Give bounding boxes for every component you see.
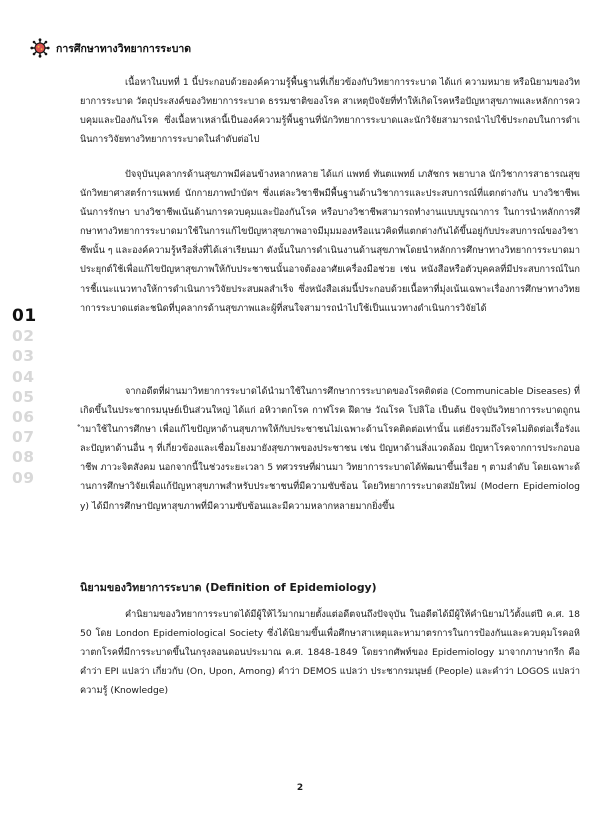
chapter-index [12, 306, 42, 488]
page-header [30, 38, 191, 58]
page-number: 2 [296, 783, 304, 793]
body-paragraph: จากอดีตที่ผ่านมาวิทยาการระบาดได้นำมาใช้ในการศึกษาการระบาดของโรคติดต่อ (Communicable Diseases) ที่เกิดขึ้นในประชากรมนุษย์เป็นส่วนใหญ่ ได้แก่ อหิวาตกโรค กาฬโรค ฝีดาษ วัณโรค โปลิโอ เป็นต้น ปัจจุบันวิทยาการระบาดถูกนำมาใช้ในการศึกษา เพื่อแก้ไขปัญหาด้านสุขภาพให้กับประชาชนไม่เฉพาะด้านโรคติดต่อเท่านั้น แต่ยังรวมถึงโรคไม่ติดต่อเรื้อรังและปัญหาด้านอื่น ๆ ที่เกี่ยวข้องและเชื่อมโยงมายังสุขภาพของประชาชน เช่น ปัญหาด้านสิ่งแวดล้อม ปัญหาโรคจากการประกอบอาชีพ ภาวะจิตสังคม นอกจากนี้ในช่วงระยะเวลา 5 ทศวรรษที่ผ่านมา วิทยาการระบาดได้พัฒนาขึ้นเรื่อย ๆ ตามลำดับ โดยเฉพาะด้านการศึกษาวิจัยเพื่อแก้ปัญหาสุขภาพสำหรับประชาชนที่มีความซับซ้อน โดยวิทยาการระบาดสมัยใหม่ (Modern Epidemiology) ได้มีการศึกษาปัญหาสุขภาพที่มีความซับซ้อนและมีความหลากหลายมากยิ่งขึ้น [80, 386, 580, 512]
chapter-index-item: 04 [12, 367, 35, 386]
virus-logo-icon [30, 38, 50, 58]
main-content [80, 73, 580, 700]
body-paragraph: เนื้อหาในบทที่ 1 นี้ประกอบด้วยองค์ความรู้พื้นฐานที่เกี่ยวข้องกับวิทยาการระบาด ได้แก่ ความหมาย หรือนิยามของวิทยาการระบาด วัตถุประสงค์ของวิทยาการระบาด ธรรมชาติของโรค สาเหตุปัจจัยที่ทำให้เกิดโรคหรือปัญหาสุขภาพและหลักการควบคุมและป้องกันโรค ซึ่งเนื้อหาเหล่านี้เป็นองค์ความรู้พื้นฐานที่นักวิทยาการระบาดและนักวิจัยสามารถนำไปใช้ประกอบในการดำเนินการวิจัยทางวิทยาการระบาดในลำดับต่อไป [80, 77, 580, 146]
chapter-index-item: 09 [12, 468, 35, 487]
chapter-index-item: 06 [12, 408, 35, 427]
body-paragraph: คำนิยามของวิทยาการระบาดได้มีผู้ให้ไว้มากมายตั้งแต่อดีตจนถึงปัจจุบัน ในอดีตได้มีผู้ให้คำนิยามไว้ตั้งแต่ปี ค.ศ. 1850 โดย London Epidemiological Society ซึ่งได้นิยามขึ้นเพื่อศึกษาสาเหตุและหามาตรการในการป้องกันและควบคุมโรคอหิวาตกโรคที่มีการระบาดขึ้นในกรุงลอนดอนประมาณ ค.ศ. 1848-1849 โดยรากศัพท์ของ Epidemiology มาจากภาษากรีก คือ คำว่า EPI แปลว่า เกี่ยวกับ (On, Upon, Among) คำว่า DEMOS แปลว่า ประชากรมนุษย์ (People) และคำว่า LOGOS แปลว่า ความรู้ (Knowledge) [80, 609, 580, 697]
chapter-index-item: 02 [12, 327, 35, 346]
chapter-index-item: 03 [12, 347, 35, 366]
chapter-index-item: 05 [12, 387, 35, 406]
body-paragraph: ปัจจุบันบุคลากรด้านสุขภาพมีค่อนข้างหลากหลาย ได้แก่ แพทย์ ทันตแพทย์ เภสัชกร พยาบาล นักวิชาการสาธารณสุข นักวิทยาศาสตร์การแพทย์ นักกายภาพบำบัดฯ ซึ่งแต่ละวิชาชีพมีพื้นฐานด้านวิชาการและประสบการณ์ที่แตกต่างกัน บางวิชาชีพเน้นการรักษา บางวิชาชีพเน้นด้านการควบคุมและป้องกันโรค หรือบางวิชาชีพสามารถทำงานแบบบูรณาการ ในการนำหลักการศึกษาทางวิทยาการระบาดมาใช้ในการแก้ไขปัญหาสุขภาพอาจมีมุมมองหรือแนวคิดที่แตกต่างกันได้ขึ้นอยู่กับประสบการณ์ของวิชาชีพนั้น ๆ และองค์ความรู้หรือสิ่งที่ได้เล่าเรียนมา ดังนั้นในการดำเนินงานด้านสุขภาพโดยนำหลักการศึกษาทางวิทยาการระบาดมาประยุกต์ใช้เพื่อแก้ไขปัญหาสุขภาพให้กับประชาชนนั้นอาจต้องอาศัยเครื่องมือช่วย เช่น หนังสือหรือตัวบุคคลที่มีประสบการณ์ในการชี้แนะแนวทางให้การดำเนินการวิจัยประสบผลสำเร็จ ซึ่งหนังสือเล่มนี้ประกอบด้วยเนื้อหาที่มุ่งเน้นเฉพาะเรื่องการศึกษาทางวิทยาการระบาดแต่ละชนิดที่บุคลากรด้านสุขภาพและผู้ที่สนใจสามารถนำไปใช้เป็นแนวทางดำเนินการวิจัยได้ [80, 169, 580, 314]
chapter-index-item: 08 [12, 448, 35, 467]
chapter-index-item: 07 [12, 428, 35, 447]
chapter-index-item-active: 01 [12, 306, 37, 326]
section-heading: นิยามของวิทยาการระบาด (Definition of Epidemiology) [80, 581, 377, 594]
header-title: การศึกษาทางวิทยาการระบาด [56, 42, 192, 55]
